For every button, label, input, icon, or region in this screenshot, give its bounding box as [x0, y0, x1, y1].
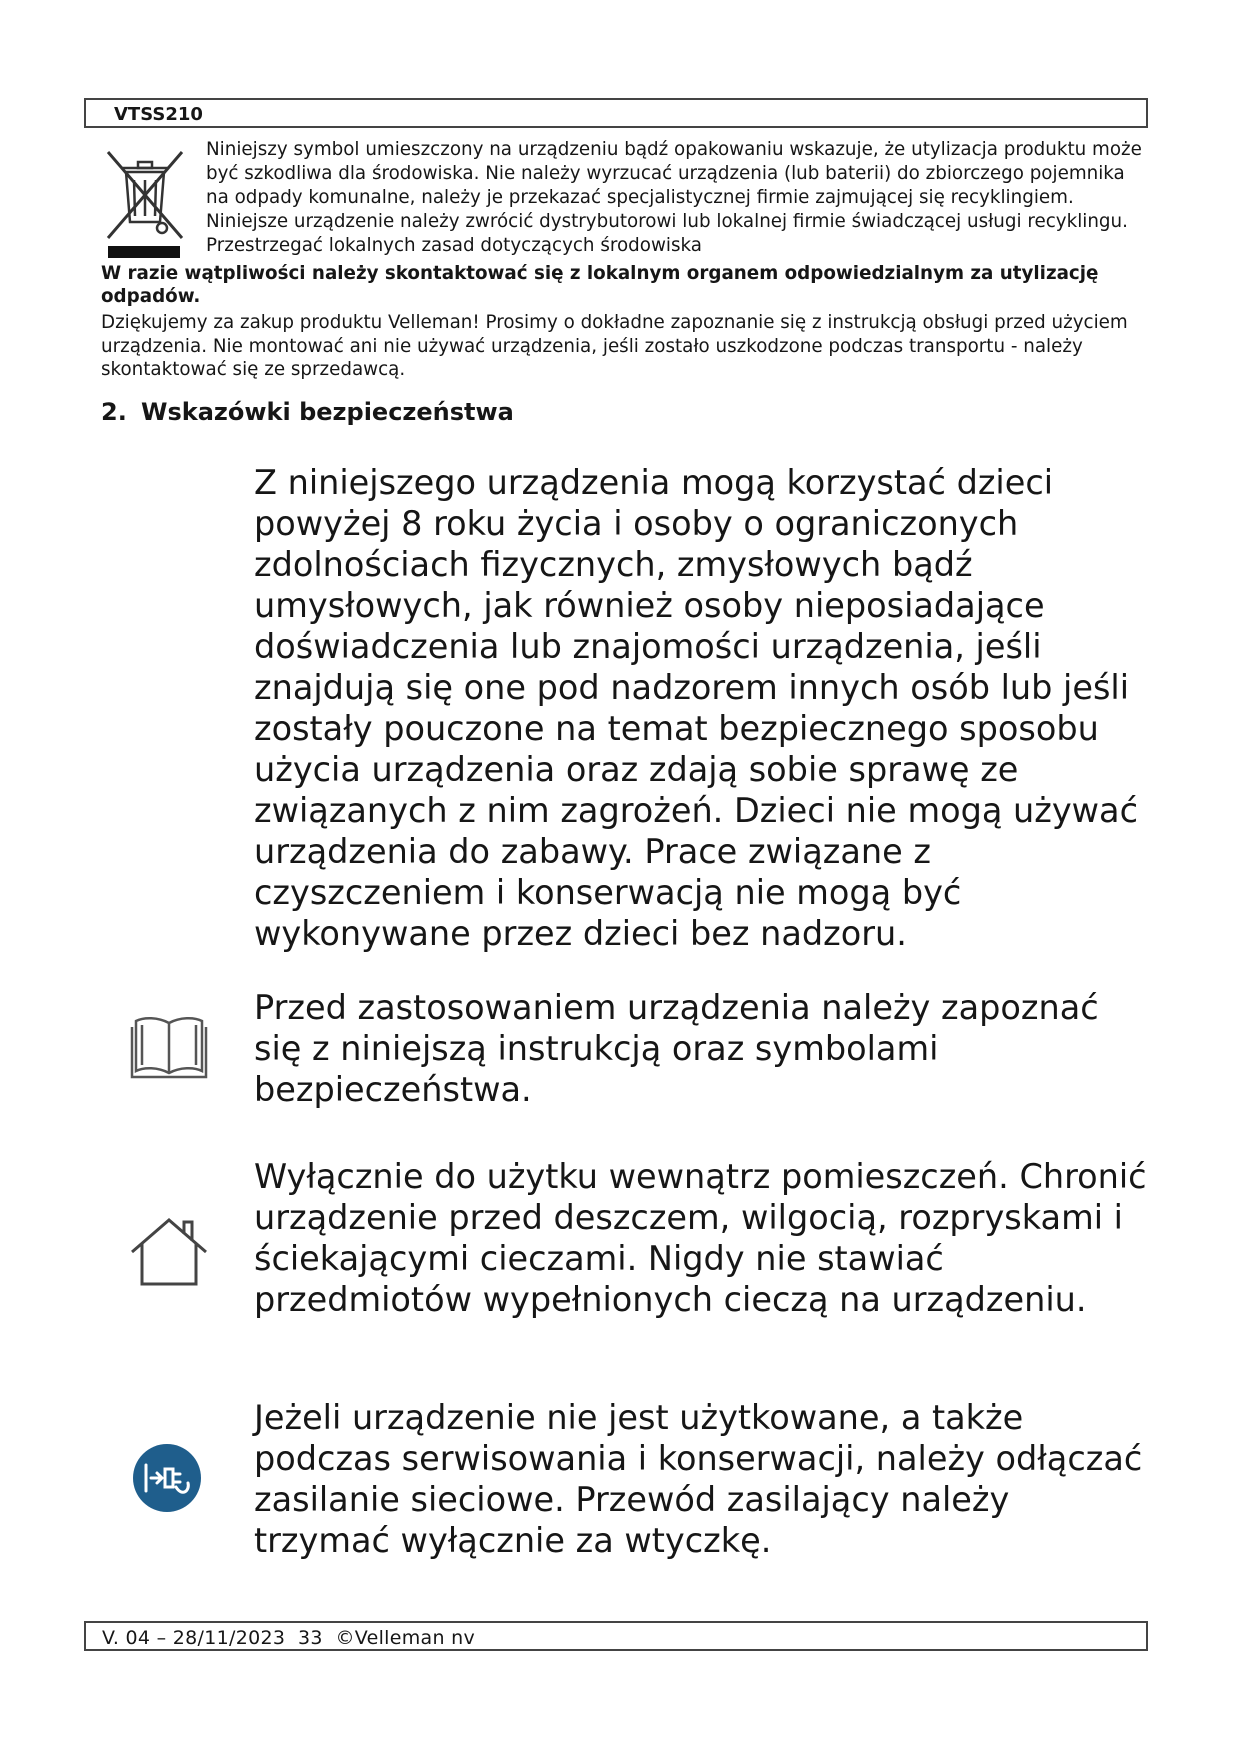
footer-meta: [102, 1627, 475, 1649]
footer-page-number: 33: [297, 1627, 323, 1649]
thank-you-text: Dziękujemy za zakup produktu Velleman! Prosimy o dokładne zapoznanie się z instrukcją obsługi przed użyciem urządzenia. Nie montować ani nie używać urządzenia, jeśli zostało uszkodzone podczas transportu - należy skontaktować się ze sprzedawcą.: [101, 312, 1128, 380]
disposal-contact-note: W razie wątpliwości należy skontaktować się z lokalnym organem odpowiedzialnym za utylizację odpadów.: [101, 263, 1099, 307]
model-code: VTSS210: [114, 104, 203, 125]
weee-disposal-text: Niniejszy symbol umieszczony na urządzeniu bądź opakowaniu wskazuje, że utylizacja produktu może być szkodliwa dla środowiska. Nie należy wyrzucać urządzenia (lub baterii) do zbiorczego pojemnika na odpady komunalne, należy je przekazać specjalistycznej firmie zajmującej się recyklingiem. Niniejsze urządzenie należy zwrócić dystrybutorowi lub lokalnej firmie świadczącej usługi recyklingu. Przestrzegać lokalnych zasad dotyczących środowiska: [206, 139, 1142, 256]
page-header: [84, 98, 1148, 128]
section-number: 2.: [101, 398, 127, 426]
indoor-use-house-icon: [128, 1216, 210, 1288]
disconnect-mains-plug-icon: [132, 1443, 202, 1513]
read-manual-book-icon: [130, 1013, 208, 1079]
page-footer: [84, 1621, 1148, 1651]
safety-item-manual: Przed zastosowaniem urządzenia należy zapoznać się z niniejszą instrukcją oraz symbolami bezpieczeństwa.: [254, 988, 1099, 1109]
footer-copyright: ©Velleman nv: [335, 1627, 476, 1649]
section-title: Wskazówki bezpieczeństwa: [141, 398, 514, 426]
safety-item-disconnect: Jeżeli urządzenie nie jest użytkowane, a także podczas serwisowania i konserwacji, należy odłączać zasilanie sieciowe. Przewód zasilający należy trzymać wyłącznie za wtyczkę.: [254, 1398, 1143, 1560]
safety-item-children: Z niniejszego urządzenia mogą korzystać dzieci powyżej 8 roku życia i osoby o ograniczonych zdolnościach fizycznych, zmysłowych bądź umysłowych, jak również osoby nieposiadające doświadczenia lub znajomości urządzenia, jeśli znajdują się one pod nadzorem innych osób lub jeśli zostały pouczone na temat bezpiecznego sposobu użycia urządzenia oraz zdają sobie sprawę ze związanych z nim zagrożeń. Dzieci nie mogą używać urządzenia do zabawy. Prace związane z czyszczeniem i konserwacją nie mogą być wykonywane przez dzieci bez nadzoru.: [254, 463, 1139, 953]
footer-version: V. 04 – 28/11/2023: [102, 1627, 286, 1649]
safety-item-indoor: Wyłącznie do użytku wewnątrz pomieszczeń. Chronić urządzenie przed deszczem, wilgocią, rozpryskami i ściekającymi cieczami. Nigdy nie stawiać przedmiotów wypełnionych cieczą na urządzeniu.: [254, 1157, 1147, 1319]
section-heading: [101, 398, 514, 426]
crossed-out-wheeled-bin-icon: [104, 142, 186, 260]
